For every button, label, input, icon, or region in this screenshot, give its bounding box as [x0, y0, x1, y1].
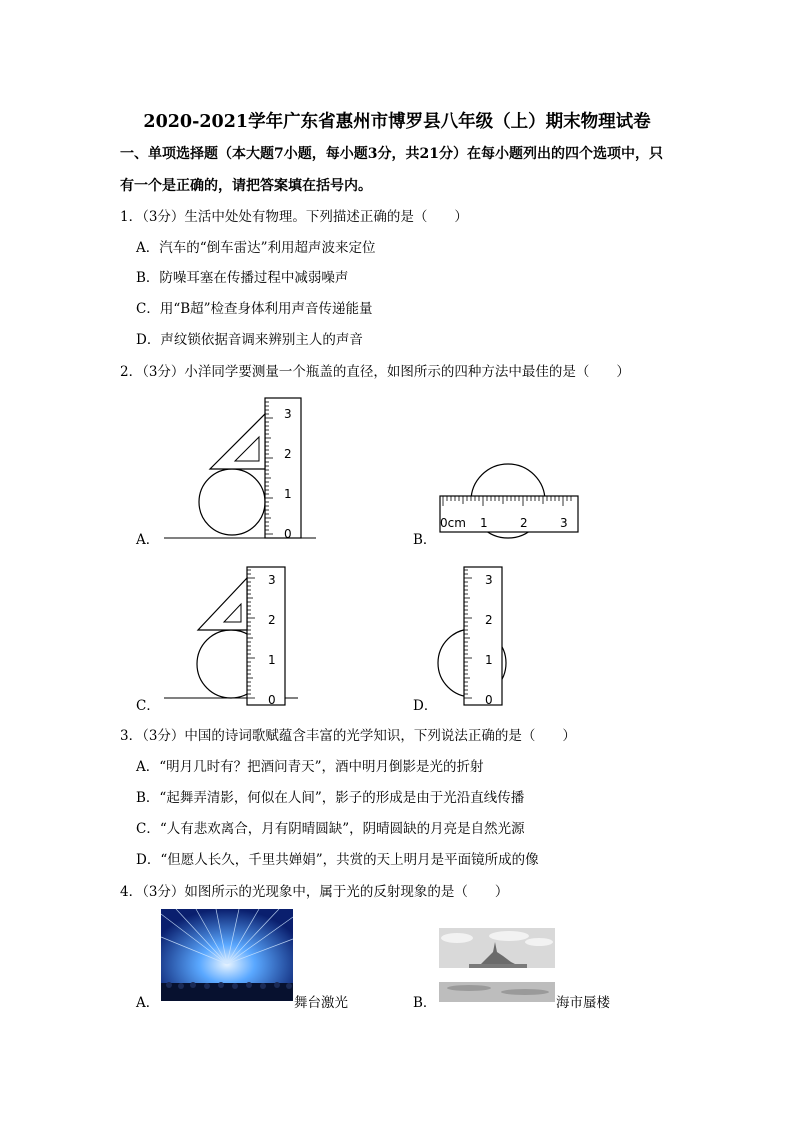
ruler-d-label-2: 2 — [485, 613, 493, 627]
q2-stem: 2．（3分）小洋同学要测量一个瓶盖的直径，如图所示的四种方法中最佳的是（ ） — [120, 364, 630, 380]
ruler-d-label-3: 3 — [485, 573, 493, 587]
q2-figure-d — [430, 558, 550, 718]
ruler-b-label-0: 0cm — [440, 516, 466, 530]
ruler-d-label-1: 1 — [485, 653, 493, 667]
q1-option-a: A．汽车的“倒车雷达”利用超声波来定位 — [136, 240, 376, 256]
set-square-c — [198, 578, 247, 630]
ruler-b-label-3: 3 — [560, 516, 568, 530]
mirage-photo — [439, 928, 555, 1002]
q2-option-a-label: A． — [136, 532, 160, 548]
q1-option-d: D．声纹锁依据音调来辨别主人的声音 — [136, 332, 363, 348]
q1-option-c: C．用“B超”检查身体利用声音传递能量 — [136, 301, 373, 317]
ruler-c-label-2: 2 — [268, 613, 276, 627]
q4-stem: 4．（3分）如图所示的光现象中，属于光的反射现象的是（ ） — [120, 884, 509, 900]
page-title: 2020-2021学年广东省惠州市博罗县八年级（上）期末物理试卷 — [143, 112, 651, 132]
q3-option-a: A．“明月几时有？把酒问青天”，酒中明月倒影是光的折射 — [136, 759, 484, 775]
ruler-b-label-1: 1 — [480, 516, 488, 530]
set-square-a — [210, 414, 265, 469]
q4-option-b-label: B． — [413, 995, 437, 1011]
q4-caption-a: 舞台激光 — [294, 995, 348, 1011]
q1-option-b: B．防噪耳塞在传播过程中减弱噪声 — [136, 270, 349, 286]
q4-option-a-label: A． — [136, 995, 160, 1011]
q2-figure-b — [430, 430, 590, 545]
q4-caption-b: 海市蜃楼 — [556, 995, 610, 1011]
section-heading-line2: 有一个是正确的，请把答案填在括号内。 — [120, 178, 372, 194]
stage-laser-photo — [161, 909, 293, 1001]
ruler-c-label-3: 3 — [268, 573, 276, 587]
q2-option-b-label: B． — [413, 532, 437, 548]
section-heading-line1: 一、单项选择题（本大题7小题，每小题3分，共21分）在每小题列出的四个选项中，只 — [120, 146, 663, 162]
ruler-a-label-3: 3 — [284, 407, 292, 421]
q3-option-b: B．“起舞弄清影，何似在人间”，影子的形成是由于光沿直线传播 — [136, 790, 525, 806]
q2-option-c-label: C． — [136, 698, 160, 714]
q1-stem: 1．（3分）生活中处处有物理。下列描述正确的是（ ） — [120, 209, 468, 225]
ruler-a-label-1: 1 — [284, 487, 292, 501]
ruler-d-label-0: 0 — [485, 693, 493, 707]
ruler-a-label-0: 0 — [284, 527, 292, 541]
q3-option-c: C．“人有悲欢离合，月有阴晴圆缺”，阴晴圆缺的月亮是自然光源 — [136, 821, 525, 837]
ruler-c-label-1: 1 — [268, 653, 276, 667]
ruler-b-label-2: 2 — [520, 516, 528, 530]
q2-figure-a — [150, 390, 330, 550]
q2-option-d-label: D． — [413, 698, 438, 714]
ruler-c-label-0: 0 — [268, 693, 276, 707]
q2-figure-c — [150, 558, 330, 718]
ruler-a-label-2: 2 — [284, 447, 292, 461]
q3-option-d: D．“但愿人长久，千里共婵娟”，共赏的天上明月是平面镜所成的像 — [136, 852, 539, 868]
q3-stem: 3．（3分）中国的诗词歌赋蕴含丰富的光学知识，下列说法正确的是（ ） — [120, 728, 576, 744]
